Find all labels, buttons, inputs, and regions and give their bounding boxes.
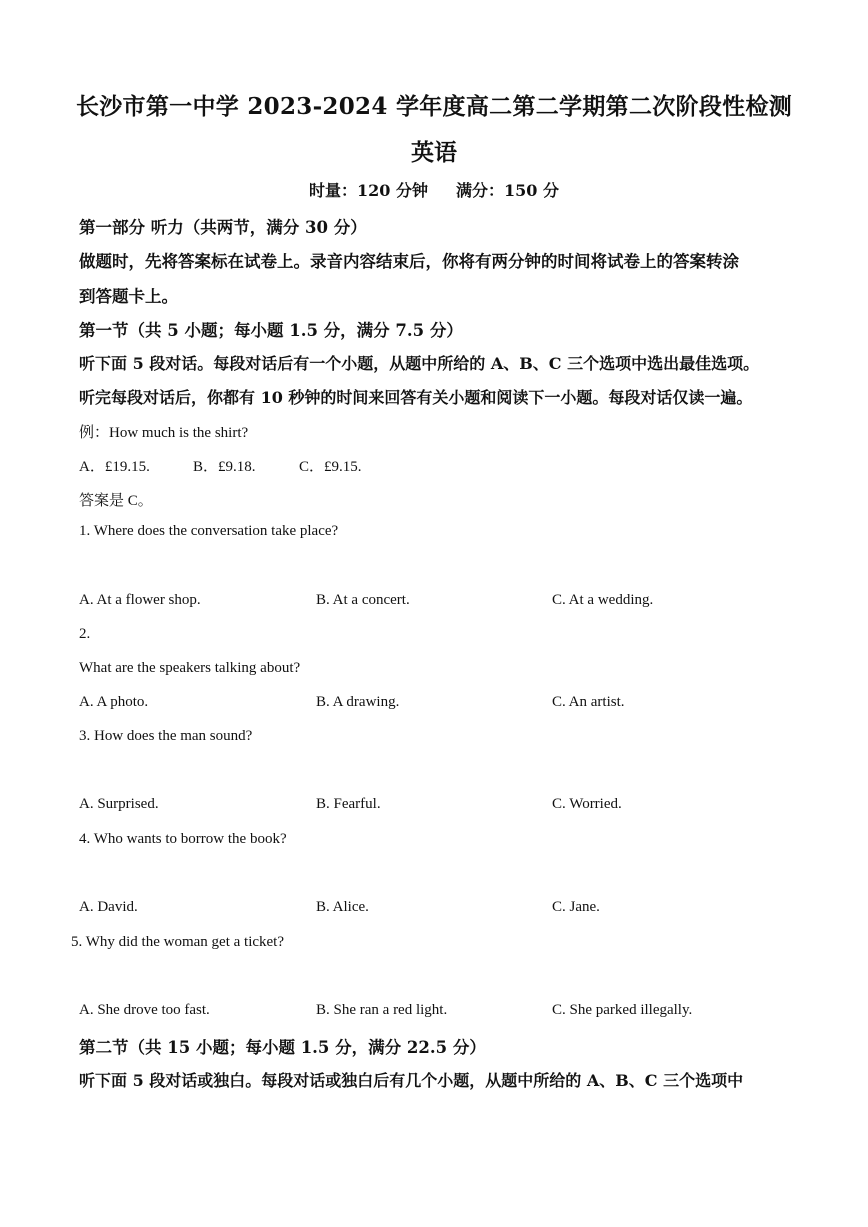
- section1-heading: 第一节（共 5 小题；每小题 1.5 分，满分 7.5 分）: [79, 321, 463, 340]
- question-5-stem: 5. Why did the woman get a ticket?: [71, 934, 284, 950]
- example-option-b: B．£9.18.: [193, 459, 256, 475]
- section1-intro-line2: 听完每段对话后，你都有 10 秒钟的时间来回答有关小题和阅读下一小题。每段对话仅读一遍。: [79, 388, 753, 407]
- question-2-option-a: A. A photo.: [79, 694, 149, 710]
- part1-heading: 第一部分 听力（共两节，满分 30 分）: [79, 218, 367, 237]
- question-3-option-c: C. Worried.: [552, 796, 622, 812]
- time-limit: 时量：120 分钟: [309, 181, 428, 200]
- question-4-stem: 4. Who wants to borrow the book?: [79, 831, 287, 847]
- question-1-option-b: B. At a concert.: [316, 592, 410, 608]
- example-option-a: A．£19.15.: [79, 459, 150, 475]
- section2-intro-line1: 听下面 5 段对话或独白。每段对话或独白后有几个小题，从题中所给的 A、B、C 三个选项中: [79, 1071, 744, 1090]
- question-4-option-b: B. Alice.: [316, 899, 369, 915]
- question-4-option-a: A. David.: [79, 899, 138, 915]
- question-2-option-b: B. A drawing.: [316, 694, 400, 710]
- full-score: 满分：150 分: [456, 181, 559, 200]
- subject-title: 英语: [411, 139, 457, 166]
- section2-heading: 第二节（共 15 小题；每小题 1.5 分，满分 22.5 分）: [79, 1038, 486, 1057]
- question-5-option-a: A. She drove too fast.: [79, 1002, 210, 1018]
- question-5-option-c: C. She parked illegally.: [552, 1002, 693, 1018]
- question-2-option-c: C. An artist.: [552, 694, 625, 710]
- question-5-option-b: B. She ran a red light.: [316, 1002, 448, 1018]
- question-1-option-c: C. At a wedding.: [552, 592, 654, 608]
- question-2-stem: What are the speakers talking about?: [79, 660, 301, 676]
- question-3-option-b: B. Fearful.: [316, 796, 381, 812]
- part1-instruction-line2: 到答题卡上。: [79, 287, 178, 306]
- exam-title: 长沙市第一中学 2023-2024 学年度高二第二学期第二次阶段性检测: [75, 93, 793, 120]
- question-4-option-c: C. Jane.: [552, 899, 600, 915]
- section1-intro-line1: 听下面 5 段对话。每段对话后有一个小题，从题中所给的 A、B、C 三个选项中选出最佳选项。: [79, 354, 760, 373]
- question-2-number: 2.: [79, 626, 91, 642]
- exam-meta: [0, 178, 868, 201]
- question-1-option-a: A. At a flower shop.: [79, 592, 201, 608]
- question-1-stem: 1. Where does the conversation take place?: [79, 523, 339, 539]
- question-3-option-a: A. Surprised.: [79, 796, 159, 812]
- part1-instruction-line1: 做题时，先将答案标在试卷上。录音内容结束后，你将有两分钟的时间将试卷上的答案转涂: [79, 252, 739, 271]
- question-3-stem: 3. How does the man sound?: [79, 728, 253, 744]
- example-option-c: C．£9.15.: [299, 459, 362, 475]
- example-question: 例：How much is the shirt?: [79, 425, 249, 441]
- example-answer: 答案是 C。: [79, 493, 153, 509]
